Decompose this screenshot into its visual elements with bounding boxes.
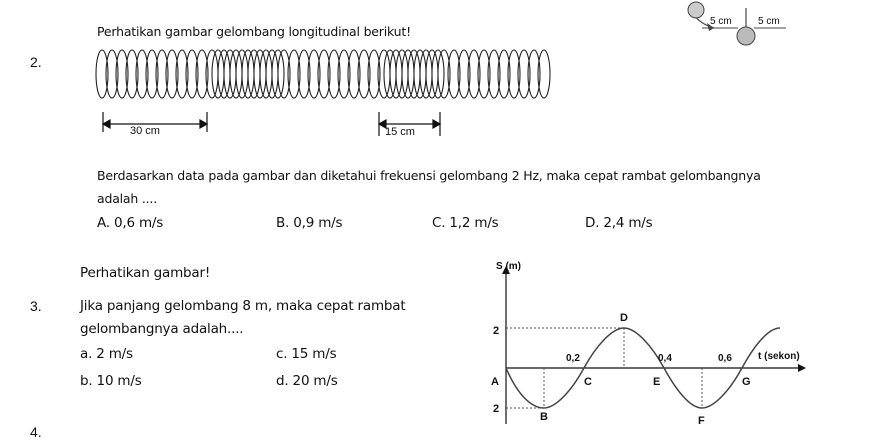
q2-option-d[interactable]: D. 2,4 m/s (585, 215, 653, 231)
q3-question-line2: gelombangnya adalah.... (80, 321, 244, 337)
x-axis-label: t (sekon) (758, 351, 800, 362)
point-f: F (698, 415, 705, 427)
spring-coils (96, 50, 550, 98)
y-min-label: 2 (493, 403, 500, 415)
point-c: C (584, 376, 592, 388)
q3-option-c[interactable]: c. 15 m/s (276, 346, 337, 362)
tick-0-6: 0,6 (718, 353, 732, 364)
inset-figure (686, 0, 792, 52)
label-30cm: 30 cm (130, 125, 160, 137)
point-d: D (620, 312, 628, 324)
inset-label-right: 5 cm (758, 16, 780, 27)
q3-option-d[interactable]: d. 20 m/s (276, 373, 338, 389)
point-b: B (540, 411, 548, 423)
q2-option-b[interactable]: B. 0,9 m/s (276, 215, 343, 231)
q2-option-a[interactable]: A. 0,6 m/s (97, 215, 164, 231)
q2-intro: Perhatikan gambar gelombang longitudinal berikut! (97, 24, 411, 39)
inset-label-left: 5 cm (710, 16, 732, 27)
label-15cm: 15 cm (385, 126, 415, 138)
q3-option-a[interactable]: a. 2 m/s (80, 346, 133, 362)
y-max-label: 2 (493, 325, 500, 337)
point-a: A (491, 376, 499, 388)
q2-option-c[interactable]: C. 1,2 m/s (432, 215, 499, 231)
spring-figure (92, 40, 562, 150)
q2-question-line2: adalah .... (97, 191, 157, 206)
point-g: G (742, 376, 751, 388)
q3-question-line1: Jika panjang gelombang 8 m, maka cepat rambat (80, 298, 406, 314)
q4-number: 4. (30, 424, 42, 440)
q3-option-b[interactable]: b. 10 m/s (80, 373, 142, 389)
q3-number: 3. (30, 298, 42, 314)
q2-question-line1: Berdasarkan data pada gambar dan diketahui frekuensi gelombang 2 Hz, maka cepat rambat gelombangnya (97, 168, 761, 183)
q3-intro: Perhatikan gambar! (80, 265, 211, 281)
wave-graph (488, 258, 818, 428)
tick-0-4: 0,4 (658, 353, 672, 364)
tick-0-2: 0,2 (566, 353, 580, 364)
q2-number: 2. (30, 54, 42, 70)
point-e: E (653, 376, 661, 388)
y-axis-label: S (m) (496, 261, 521, 272)
